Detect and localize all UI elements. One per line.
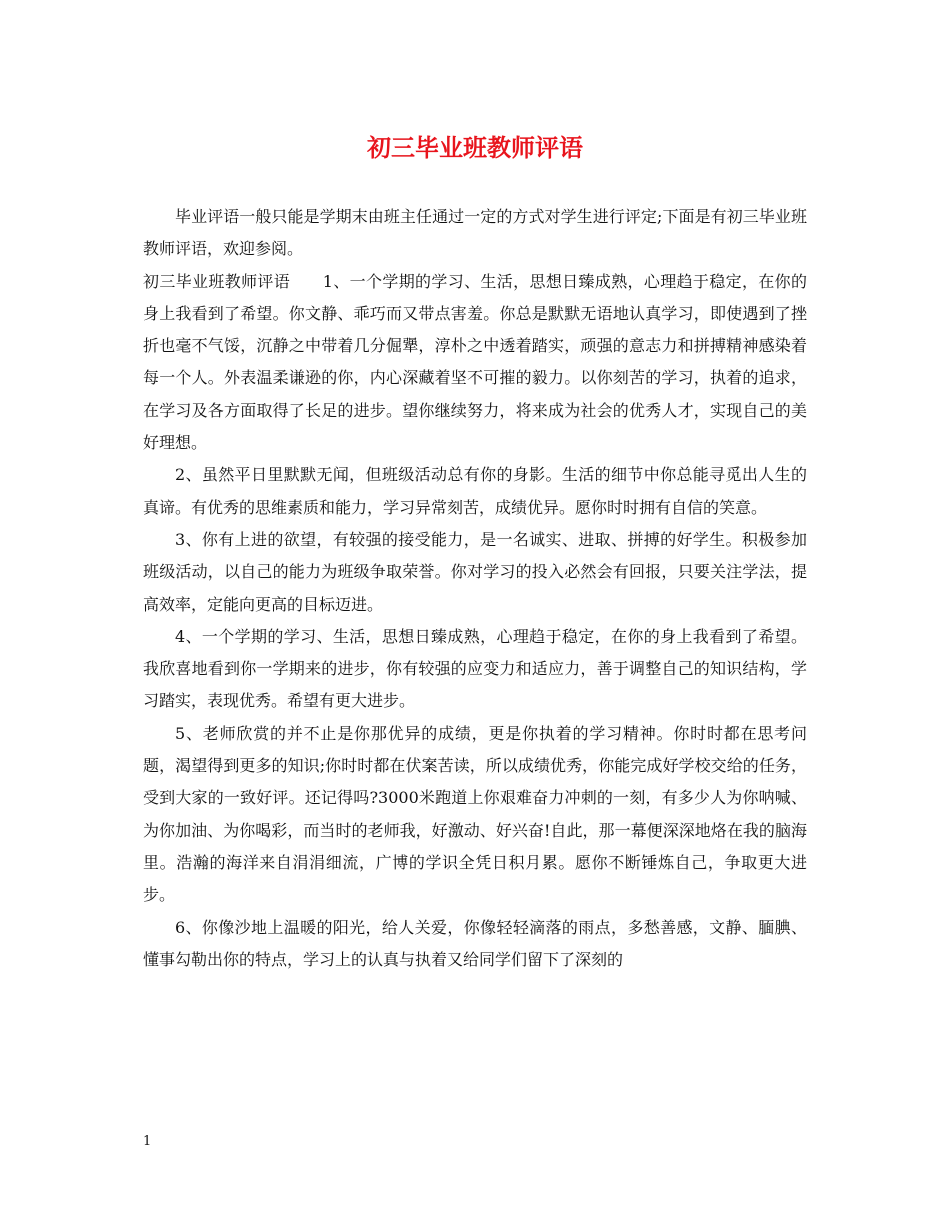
comment-paragraph-3: 3、你有上进的欲望，有较强的接受能力，是一名诚实、进取、拼搏的好学生。积极参加班级活动，以自己的能力为班级争取荣誉。你对学习的投入必然会有回报，只要关注学法，提高效率，定能向更高的目标迈进。 <box>143 529 807 614</box>
comment-paragraph-4: 4、一个学期的学习、生活，思想日臻成熟，心理趋于稳定，在你的身上我看到了希望。我欣喜地看到你一学期来的进步，你有较强的应变力和适应力，善于调整自己的知识结构，学习踏实，表现优秀。希望有更大进步。 <box>143 626 807 711</box>
comment-paragraph-1: 初三毕业班教师评语 1、一个学期的学习、生活，思想日臻成熟，心理趋于稳定，在你的身上我看到了希望。你文静、乖巧而又带点害羞。你总是默默无语地认真学习，即使遇到了挫折也毫不气馁，沉静之中带着几分倔犟，淳朴之中透着踏实，顽强的意志力和拼搏精神感染着每一个人。外表温柔谦逊的你，内心深藏着坚不可摧的毅力。以你刻苦的学习，执着的追求，在学习及各方面取得了长足的进步。望你继续努力，将来成为社会的优秀人才，实现自己的美好理想。 <box>143 271 807 453</box>
document-body <box>143 201 807 976</box>
comment-paragraph-5: 5、老师欣赏的并不止是你那优异的成绩，更是你执着的学习精神。你时时都在思考问题，渴望得到更多的知识;你时时都在伏案苦读，所以成绩优秀，你能完成好学校交给的任务，受到大家的一致好评。还记得吗?3000米跑道上你艰难奋力冲刺的一刻，有多少人为你呐喊、为你加油、为你喝彩，而当时的老师我，好激动、好兴奋!自此，那一幕便深深地烙在我的脑海里。浩瀚的海洋来自涓涓细流，广博的学识全凭日积月累。愿你不断锤炼自己，争取更大进步。 <box>143 723 807 905</box>
page-title: 初三毕业班教师评语 <box>367 133 583 162</box>
comment-paragraph-6: 6、你像沙地上温暖的阳光，给人关爱，你像轻轻滴落的雨点，多愁善感，文静、腼腆、懂事勾勒出你的特点，学习上的认真与执着又给同学们留下了深刻的 <box>143 917 807 969</box>
comment-paragraph-2: 2、虽然平日里默默无闻，但班级活动总有你的身影。生活的细节中你总能寻觅出人生的真谛。有优秀的思维素质和能力，学习异常刻苦，成绩优异。愿你时时拥有自信的笑意。 <box>143 465 807 517</box>
intro-paragraph: 毕业评语一般只能是学期末由班主任通过一定的方式对学生进行评定;下面是有初三毕业班教师评语，欢迎参阅。 <box>143 207 807 259</box>
page-number: 1 <box>143 1134 152 1149</box>
